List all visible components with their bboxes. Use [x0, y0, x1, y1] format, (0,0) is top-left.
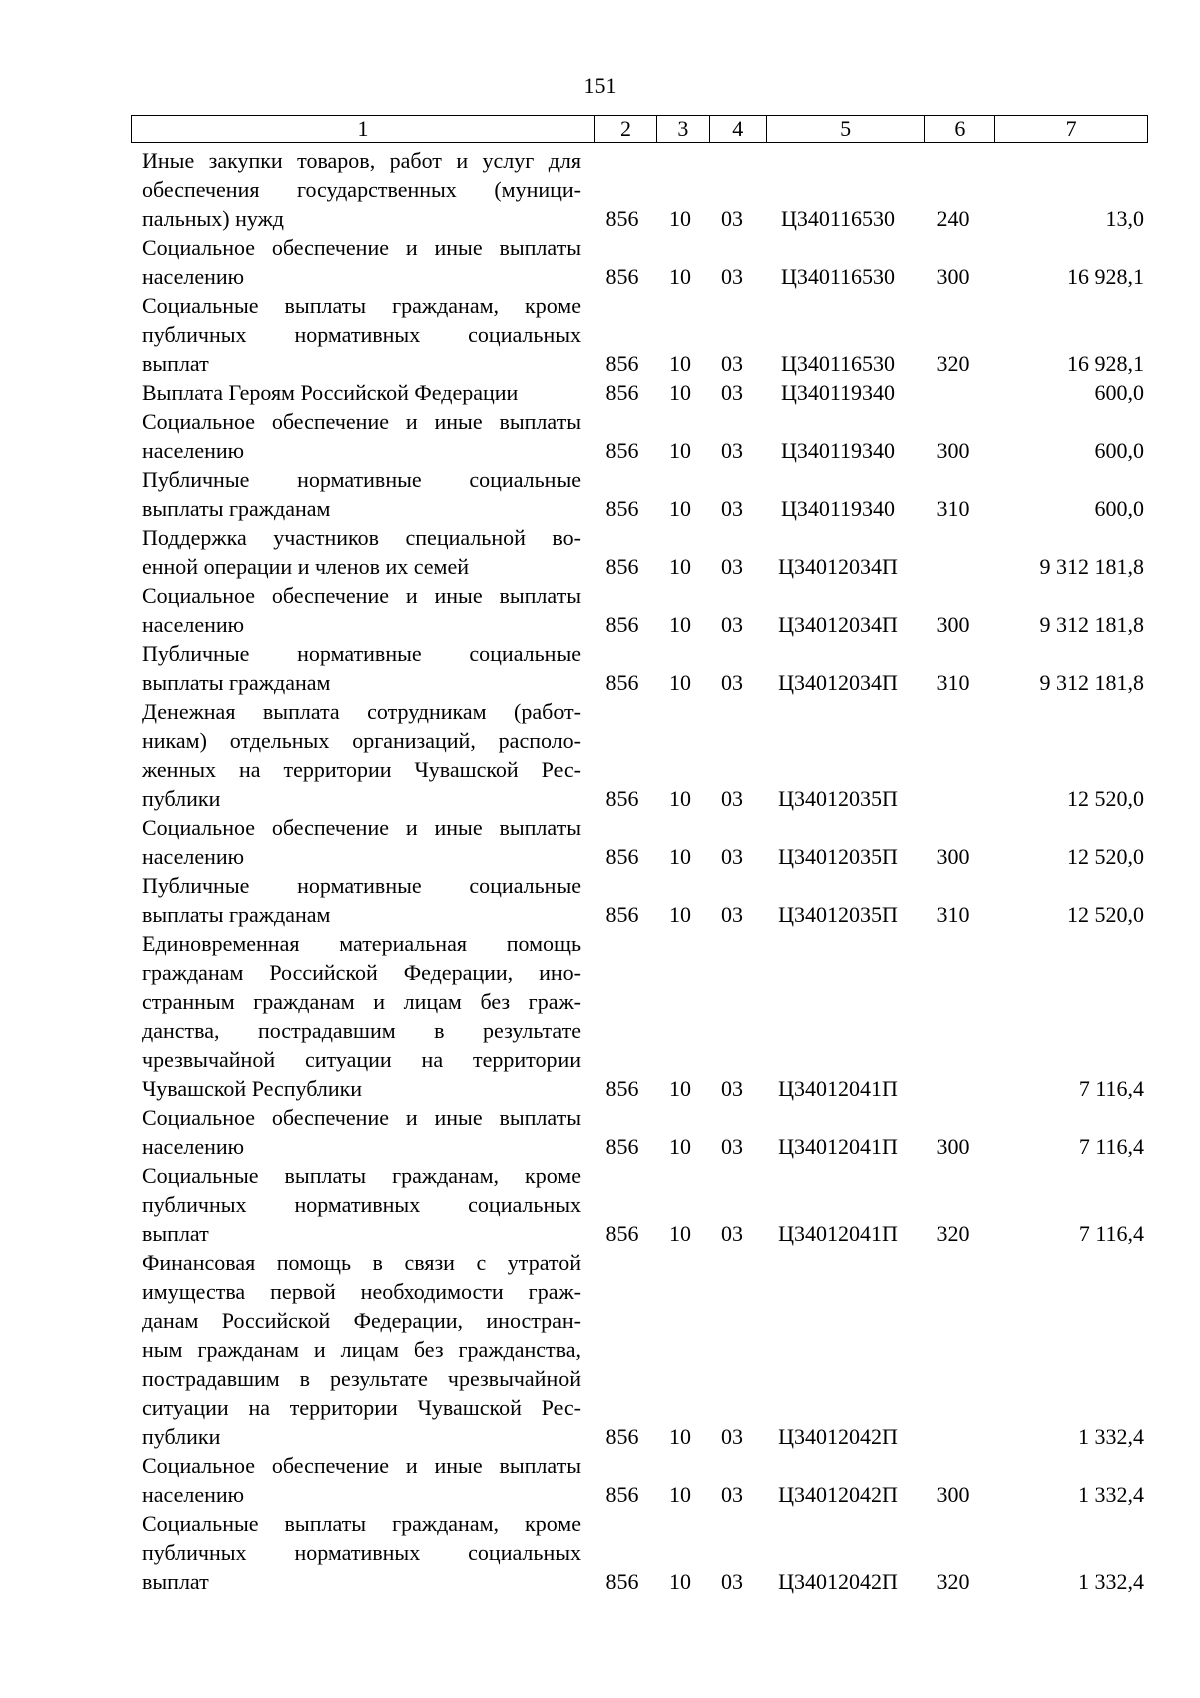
- description-line: пальных) нужд: [142, 206, 285, 231]
- cell-section: 10: [669, 902, 691, 927]
- cell-amount: 1 332,4: [1078, 1569, 1144, 1594]
- cell-section: 10: [669, 264, 691, 289]
- cell-ministry: 856: [605, 438, 639, 463]
- table-row: [0, 697, 1200, 813]
- cell-section: 10: [669, 1424, 691, 1449]
- cell-subsection: 03: [721, 351, 743, 376]
- row-description: [142, 1103, 581, 1161]
- description-line: населению: [142, 844, 245, 869]
- table-row: [0, 1451, 1200, 1509]
- row-description: [142, 407, 581, 465]
- cell-subsection: 03: [721, 902, 743, 927]
- description-line: ситуации на территории Чувашской Рес-: [142, 1395, 581, 1420]
- cell-target-article: Ц340116530: [780, 264, 896, 289]
- table-row: [0, 1248, 1200, 1451]
- row-description: [142, 378, 581, 407]
- cell-ministry: 856: [605, 786, 639, 811]
- cell-subsection: 03: [721, 1076, 743, 1101]
- cell-subsection: 03: [721, 1134, 743, 1159]
- cell-section: 10: [669, 1221, 691, 1246]
- row-description: [142, 639, 581, 697]
- description-line: Выплата Героям Российской Федерации: [142, 380, 519, 405]
- row-description: [142, 1509, 581, 1596]
- cell-expense-type: 300: [936, 1482, 970, 1507]
- description-line: Иные закупки товаров, работ и услуг для: [142, 148, 581, 173]
- description-line: Социальное обеспечение и иные выплаты: [142, 583, 581, 608]
- cell-expense-type: 300: [936, 264, 970, 289]
- cell-target-article: Ц34012035П: [778, 844, 898, 869]
- description-line: населению: [142, 1134, 245, 1159]
- description-line: Социальные выплаты гражданам, кроме: [142, 1511, 581, 1536]
- cell-amount: 12 520,0: [1067, 902, 1144, 927]
- row-description: [142, 1248, 581, 1451]
- cell-expense-type: 320: [936, 1569, 970, 1594]
- table-row: [0, 291, 1200, 378]
- cell-amount: 7 116,4: [1078, 1076, 1144, 1101]
- row-description: [142, 291, 581, 378]
- cell-subsection: 03: [721, 844, 743, 869]
- cell-amount: 600,0: [1094, 380, 1144, 405]
- description-line: Денежная выплата сотрудникам (работ-: [142, 699, 581, 724]
- table-row: [0, 465, 1200, 523]
- cell-amount: 1 332,4: [1078, 1424, 1144, 1449]
- table-row: [0, 871, 1200, 929]
- description-line: публичных нормативных социальных: [142, 1540, 581, 1565]
- cell-subsection: 03: [721, 1424, 743, 1449]
- cell-section: 10: [669, 1134, 691, 1159]
- description-line: Публичные нормативные социальные: [142, 641, 581, 666]
- table-row: [0, 639, 1200, 697]
- cell-subsection: 03: [721, 786, 743, 811]
- cell-section: 10: [669, 1569, 691, 1594]
- cell-ministry: 856: [605, 351, 639, 376]
- cell-ministry: 856: [605, 612, 639, 637]
- cell-subsection: 03: [721, 1221, 743, 1246]
- cell-expense-type: 310: [936, 902, 970, 927]
- description-line: Социальное обеспечение и иные выплаты: [142, 815, 581, 840]
- cell-subsection: 03: [721, 206, 743, 231]
- description-line: Социальное обеспечение и иные выплаты: [142, 409, 581, 434]
- row-description: [142, 1161, 581, 1248]
- description-line: выплаты гражданам: [142, 496, 331, 521]
- cell-target-article: Ц34012042П: [778, 1424, 898, 1449]
- cell-subsection: 03: [721, 1569, 743, 1594]
- cell-target-article: Ц340116530: [780, 351, 896, 376]
- cell-amount: 16 928,1: [1067, 351, 1144, 376]
- cell-subsection: 03: [721, 380, 743, 405]
- cell-expense-type: 320: [936, 351, 970, 376]
- row-description: [142, 929, 581, 1103]
- cell-amount: 9 312 181,8: [1039, 670, 1144, 695]
- cell-subsection: 03: [721, 1482, 743, 1507]
- cell-ministry: 856: [605, 1076, 639, 1101]
- description-line: Социальное обеспечение и иные выплаты: [142, 235, 581, 260]
- table-row: [0, 1509, 1200, 1596]
- table-body: [0, 146, 1200, 1596]
- cell-expense-type: 300: [936, 438, 970, 463]
- cell-target-article: Ц34012035П: [778, 902, 898, 927]
- row-description: [142, 523, 581, 581]
- cell-section: 10: [669, 670, 691, 695]
- description-line: Социальные выплаты гражданам, кроме: [142, 293, 581, 318]
- description-line: выплаты гражданам: [142, 670, 331, 695]
- table-row: [0, 233, 1200, 291]
- description-line: населению: [142, 1482, 245, 1507]
- header-cell-3: 3: [657, 116, 710, 142]
- cell-amount: 1 332,4: [1078, 1482, 1144, 1507]
- cell-section: 10: [669, 786, 691, 811]
- description-line: населению: [142, 264, 245, 289]
- table-row: [0, 813, 1200, 871]
- cell-expense-type: 310: [936, 670, 970, 695]
- cell-ministry: 856: [605, 1482, 639, 1507]
- row-description: [142, 465, 581, 523]
- table-row: [0, 929, 1200, 1103]
- table-row: [0, 407, 1200, 465]
- cell-expense-type: 320: [936, 1221, 970, 1246]
- cell-target-article: Ц34012034П: [778, 612, 898, 637]
- cell-ministry: 856: [605, 206, 639, 231]
- header-cell-2: 2: [595, 116, 657, 142]
- cell-target-article: Ц34012042П: [778, 1569, 898, 1594]
- cell-expense-type: 240: [936, 206, 970, 231]
- cell-amount: 7 116,4: [1078, 1134, 1144, 1159]
- cell-amount: 12 520,0: [1067, 844, 1144, 869]
- description-line: данам Российской Федерации, иностран-: [142, 1308, 581, 1333]
- cell-ministry: 856: [605, 496, 639, 521]
- page-number: 151: [583, 73, 617, 98]
- cell-amount: 7 116,4: [1078, 1221, 1144, 1246]
- description-line: чрезвычайной ситуации на территории: [142, 1047, 581, 1072]
- description-line: странным гражданам и лицам без граж-: [142, 989, 581, 1014]
- table-row: [0, 1161, 1200, 1248]
- cell-amount: 12 520,0: [1067, 786, 1144, 811]
- description-line: населению: [142, 438, 245, 463]
- row-description: [142, 581, 581, 639]
- description-line: публики: [142, 786, 221, 811]
- description-line: Финансовая помощь в связи с утратой: [142, 1250, 581, 1275]
- cell-target-article: Ц34012041П: [778, 1076, 898, 1101]
- cell-ministry: 856: [605, 1134, 639, 1159]
- cell-target-article: Ц340119340: [780, 438, 896, 463]
- cell-target-article: Ц34012042П: [778, 1482, 898, 1507]
- header-cell-1: 1: [132, 116, 595, 142]
- header-cell-7: 7: [1065, 116, 1077, 141]
- header-cell-6: 6: [925, 116, 995, 142]
- description-line: выплаты гражданам: [142, 902, 331, 927]
- cell-section: 10: [669, 554, 691, 579]
- cell-section: 10: [669, 380, 691, 405]
- table-row: [0, 523, 1200, 581]
- description-line: выплат: [142, 1569, 209, 1594]
- header-cell-4: 4: [710, 116, 767, 142]
- cell-expense-type: 310: [936, 496, 970, 521]
- cell-section: 10: [669, 1482, 691, 1507]
- table-row: [0, 378, 1200, 407]
- description-line: данства, пострадавшим в результате: [142, 1018, 581, 1043]
- description-line: выплат: [142, 351, 209, 376]
- table-row: [0, 146, 1200, 233]
- row-description: [142, 813, 581, 871]
- cell-target-article: Ц340119340: [780, 380, 896, 405]
- cell-section: 10: [669, 438, 691, 463]
- row-description: [142, 146, 581, 233]
- table-row: [0, 1103, 1200, 1161]
- cell-subsection: 03: [721, 264, 743, 289]
- cell-amount: 600,0: [1094, 496, 1144, 521]
- cell-subsection: 03: [721, 612, 743, 637]
- description-line: Публичные нормативные социальные: [142, 467, 581, 492]
- cell-ministry: 856: [605, 554, 639, 579]
- cell-target-article: Ц34012041П: [778, 1134, 898, 1159]
- cell-target-article: Ц34012034П: [778, 554, 898, 579]
- description-line: публичных нормативных социальных: [142, 322, 581, 347]
- cell-section: 10: [669, 206, 691, 231]
- cell-ministry: 856: [605, 380, 639, 405]
- cell-target-article: Ц34012035П: [778, 786, 898, 811]
- cell-target-article: Ц340119340: [780, 496, 896, 521]
- cell-section: 10: [669, 612, 691, 637]
- cell-target-article: Ц340116530: [780, 206, 896, 231]
- description-line: енной операции и членов их семей: [142, 554, 469, 579]
- description-line: выплат: [142, 1221, 209, 1246]
- cell-subsection: 03: [721, 496, 743, 521]
- description-line: Социальные выплаты гражданам, кроме: [142, 1163, 581, 1188]
- cell-expense-type: 300: [936, 612, 970, 637]
- cell-amount: 16 928,1: [1067, 264, 1144, 289]
- cell-amount: 13,0: [1105, 206, 1144, 231]
- cell-amount: 600,0: [1094, 438, 1144, 463]
- cell-ministry: 856: [605, 1221, 639, 1246]
- description-line: имущества первой необходимости граж-: [142, 1279, 581, 1304]
- row-description: [142, 233, 581, 291]
- cell-subsection: 03: [721, 670, 743, 695]
- cell-ministry: 856: [605, 1569, 639, 1594]
- description-line: обеспечения государственных (муници-: [142, 177, 581, 202]
- cell-expense-type: 300: [936, 1134, 970, 1159]
- description-line: ным гражданам и лицам без гражданства,: [142, 1337, 581, 1362]
- row-description: [142, 697, 581, 813]
- cell-ministry: 856: [605, 264, 639, 289]
- description-line: никам) отдельных организаций, располо-: [142, 728, 581, 753]
- description-line: Единовременная материальная помощь: [142, 931, 581, 956]
- description-line: женных на территории Чувашской Рес-: [142, 757, 581, 782]
- row-description: [142, 871, 581, 929]
- cell-amount: 9 312 181,8: [1039, 612, 1144, 637]
- header-cell-5: 5: [767, 116, 926, 142]
- row-description: [142, 1451, 581, 1509]
- cell-ministry: 856: [605, 902, 639, 927]
- description-line: Социальное обеспечение и иные выплаты: [142, 1105, 581, 1130]
- description-line: публики: [142, 1424, 221, 1449]
- description-line: Публичные нормативные социальные: [142, 873, 581, 898]
- description-line: пострадавшим в результате чрезвычайной: [142, 1366, 581, 1391]
- description-line: населению: [142, 612, 245, 637]
- cell-ministry: 856: [605, 844, 639, 869]
- description-line: Поддержка участников специальной во-: [142, 525, 581, 550]
- cell-target-article: Ц34012041П: [778, 1221, 898, 1246]
- description-line: Социальное обеспечение и иные выплаты: [142, 1453, 581, 1478]
- cell-section: 10: [669, 351, 691, 376]
- description-line: гражданам Российской Федерации, ино-: [142, 960, 581, 985]
- cell-ministry: 856: [605, 1424, 639, 1449]
- description-line: Чувашской Республики: [142, 1076, 363, 1101]
- cell-section: 10: [669, 1076, 691, 1101]
- cell-subsection: 03: [721, 554, 743, 579]
- description-line: публичных нормативных социальных: [142, 1192, 581, 1217]
- cell-section: 10: [669, 844, 691, 869]
- cell-section: 10: [669, 496, 691, 521]
- cell-expense-type: 300: [936, 844, 970, 869]
- cell-subsection: 03: [721, 438, 743, 463]
- table-row: [0, 581, 1200, 639]
- cell-ministry: 856: [605, 670, 639, 695]
- cell-amount: 9 312 181,8: [1039, 554, 1144, 579]
- table-header-row: [131, 115, 1148, 143]
- cell-target-article: Ц34012034П: [778, 670, 898, 695]
